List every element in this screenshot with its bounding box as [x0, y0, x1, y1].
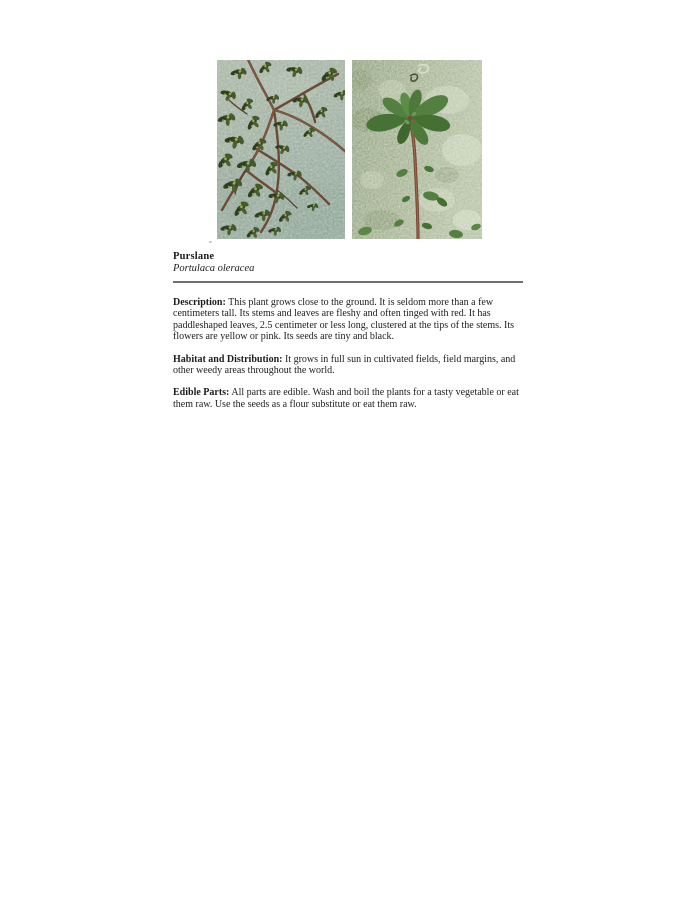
description-paragraph: [173, 297, 527, 343]
habitat-label: Habitat and Distribution:: [173, 353, 283, 365]
purslane-mat-photo: [217, 60, 345, 239]
habitat-text: It grows in full sun in cultivated fields, field margins, and other weedy areas throughout the world.: [173, 353, 516, 377]
description-label: Description:: [173, 297, 226, 308]
edible-parts-label: Edible Parts:: [173, 387, 230, 399]
plant-heading: [173, 251, 254, 274]
purslane-rosette-image: [352, 60, 482, 239]
description-text: This plant grows close to the ground. It is seldom more than a few centimeters tall. Its stems and leaves are fleshy and often tinged with red. It has paddleshaped leaves, 2.5 centimeter or less long, clustered at the tips of the stems. Its flowers are yellow or pink. Its seeds are tiny and black.: [173, 297, 515, 343]
habitat-paragraph: [173, 354, 527, 377]
plant-description-body: [173, 297, 527, 421]
plant-scientific-name: Portulaca oleracea: [173, 262, 255, 274]
scan-artifact: [209, 241, 212, 243]
plant-common-name: Purslane: [173, 251, 215, 262]
purslane-rosette-photo: [352, 60, 482, 239]
purslane-mat-image: [217, 60, 345, 239]
edible-parts-paragraph: [173, 387, 527, 410]
edible-parts-text: All parts are edible. Wash and boil the plants for a tasty vegetable or eat them raw. Use the seeds as a flour substitute or eat them raw.: [173, 387, 519, 410]
divider-rule: [173, 281, 523, 283]
